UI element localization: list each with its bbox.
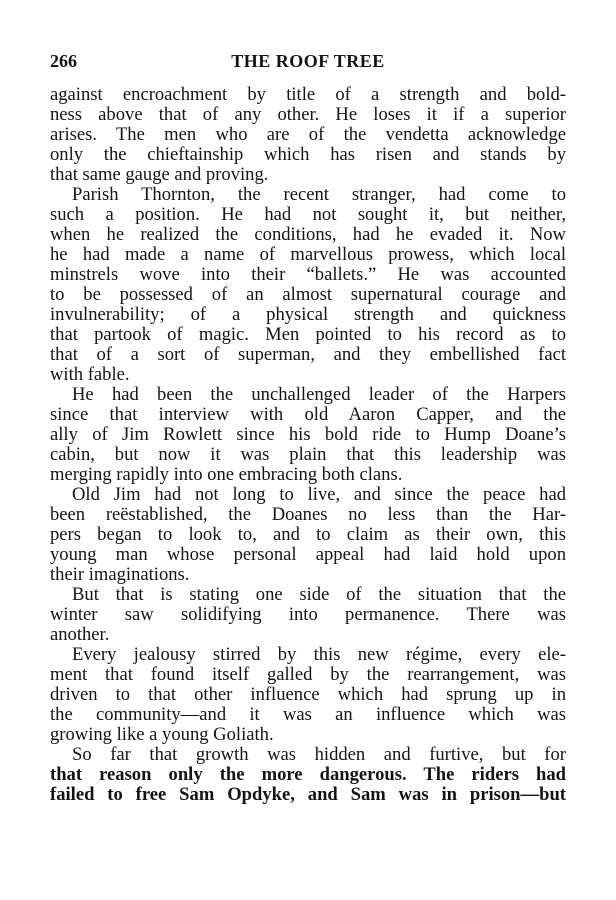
text-line: ment that found itself galled by the rearrangement, was — [50, 664, 566, 685]
text-line: failed to free Sam Opdyke, and Sam was in prison—but — [50, 784, 566, 805]
text-line: But that is stating one side of the situation that the — [72, 584, 566, 605]
text-line: winter saw solidifying into permanence. There was — [50, 604, 566, 625]
body-text — [50, 85, 566, 805]
text-line: So far that growth was hidden and furtive, but for — [72, 744, 566, 765]
text-line: Every jealousy stirred by this new régime, every ele- — [72, 644, 566, 665]
text-line: that of a sort of superman, and they embellished fact — [50, 344, 566, 365]
text-line: cabin, but now it was plain that this leadership was — [50, 444, 566, 465]
text-line: ness above that of any other. He loses it if a superior — [50, 104, 566, 125]
text-line: young man whose personal appeal had laid hold upon — [50, 544, 566, 565]
text-line: minstrels wove into their “ballets.” He was accounted — [50, 264, 566, 285]
text-line: to be possessed of an almost supernatural courage and — [50, 284, 566, 305]
text-line: He had been the unchallenged leader of the Harpers — [72, 384, 566, 405]
text-line: Old Jim had not long to live, and since the peace had — [72, 484, 566, 505]
text-line: invulnerability; of a physical strength and quickness — [50, 304, 566, 325]
text-line: Parish Thornton, the recent stranger, had come to — [72, 184, 566, 205]
text-line: since that interview with old Aaron Capper, and the — [50, 404, 566, 425]
text-line: growing like a young Goliath. — [50, 724, 274, 745]
text-line: when he realized the conditions, had he evaded it. Now — [50, 224, 566, 245]
text-line: against encroachment by title of a strength and bold- — [50, 84, 566, 105]
text-line: with fable. — [50, 364, 130, 385]
page-number: 266 — [50, 51, 77, 71]
text-line: only the chieftainship which has risen and stands by — [50, 144, 566, 165]
text-line: that same gauge and proving. — [50, 164, 269, 185]
text-line: driven to that other influence which had sprung up in — [50, 684, 566, 705]
text-line: he had made a name of marvellous prowess, which local — [50, 244, 566, 265]
text-line: arises. The men who are of the vendetta acknowledge — [50, 124, 566, 145]
text-line: ally of Jim Rowlett since his bold ride to Hump Doane’s — [50, 424, 566, 445]
text-line: pers began to look to, and to claim as their own, this — [50, 524, 566, 545]
text-line: been reëstablished, the Doanes no less than the Har- — [50, 504, 566, 525]
text-line: merging rapidly into one embracing both clans. — [50, 464, 403, 485]
text-line: their imaginations. — [50, 564, 190, 585]
running-title: THE ROOF TREE — [231, 51, 385, 71]
text-line: the community—and it was an influence which was — [50, 704, 566, 725]
text-line: that reason only the more dangerous. The riders had — [50, 764, 566, 785]
text-line: that partook of magic. Men pointed to his record as to — [50, 324, 566, 345]
text-line: another. — [50, 624, 110, 645]
text-line: such a position. He had not sought it, but neither, — [50, 204, 566, 225]
page-header — [50, 50, 566, 74]
book-page — [50, 50, 566, 805]
